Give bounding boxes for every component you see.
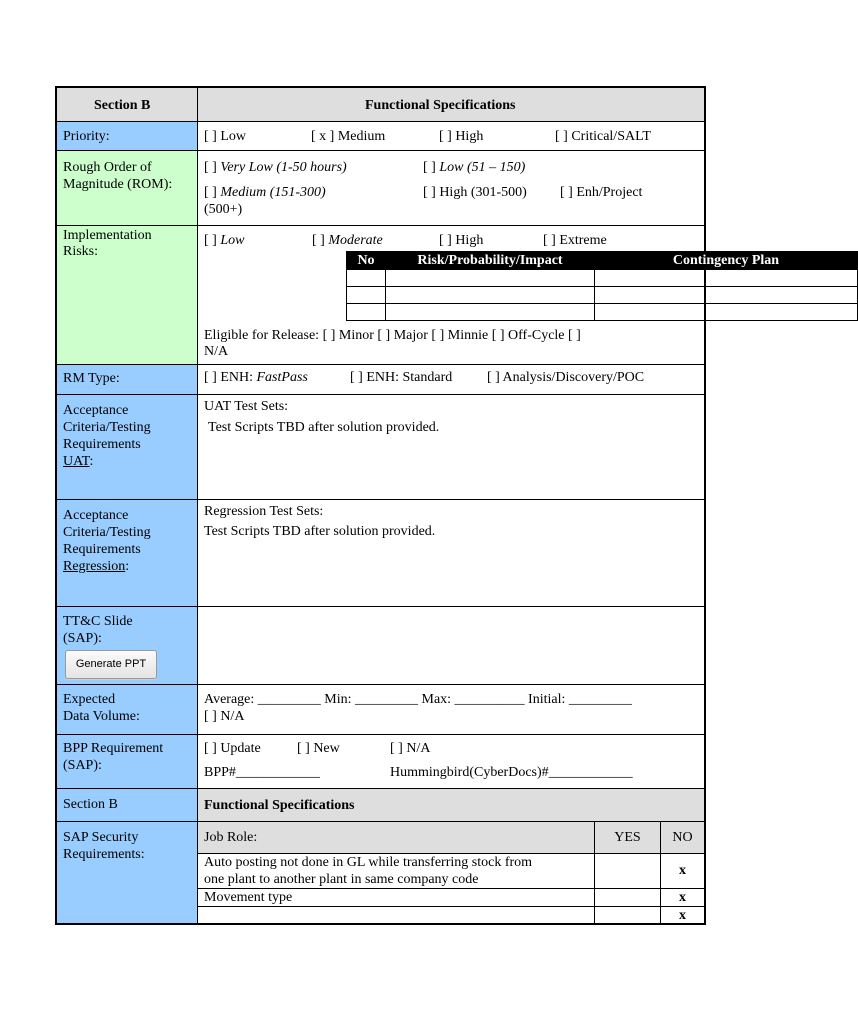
header-title-cell <box>198 88 704 121</box>
ttc-label-line1: TT&C Slide <box>63 614 133 629</box>
priority-label: Priority: <box>63 129 110 144</box>
rm-type-analysis-option[interactable]: [ ] Analysis/Discovery/POC <box>487 370 645 385</box>
bpp-number-field[interactable]: BPP#____________ <box>204 765 320 780</box>
risk-low-box: [ ] <box>204 233 217 248</box>
bpp-update-option[interactable]: [ ] Update <box>204 741 261 756</box>
security-table-row <box>198 906 704 924</box>
uat-row <box>57 395 704 500</box>
section-b2-title-cell <box>198 789 704 821</box>
security-role-cell <box>198 906 595 924</box>
rom-very-low-text: Very Low (1-50 hours) <box>220 160 347 175</box>
regression-content <box>198 500 704 606</box>
risk-high-option[interactable]: [ ] High <box>439 233 484 248</box>
security-role-line2: one plant to another plant in same company code <box>204 871 479 887</box>
risk-cell[interactable] <box>386 270 595 287</box>
rom-low-box: [ ] <box>423 160 436 175</box>
risk-moderate-text: Moderate <box>328 233 383 248</box>
risk-cell[interactable] <box>347 270 386 287</box>
eligible-release-options[interactable]: Eligible for Release: [ ] Minor [ ] Major [ ] Minnie [ ] Off-Cycle [ ] <box>204 328 581 343</box>
ttc-label-line2: (SAP): <box>63 631 102 646</box>
risk-table-row <box>347 304 858 321</box>
security-role-line1: Auto posting not done in GL while transferring stock from <box>204 854 533 870</box>
regression-label-underlined: Regression <box>63 559 126 574</box>
risks-row <box>57 226 780 365</box>
rom-medium-box: [ ] <box>204 185 217 200</box>
hummingbird-field[interactable]: Hummingbird(CyberDocs)#____________ <box>390 765 633 780</box>
no-header: NO <box>661 822 705 853</box>
risks-label-line1: Implementation <box>63 228 152 243</box>
bpp-label-line1: BPP Requirement <box>63 741 164 756</box>
uat-label-line4 <box>63 453 93 470</box>
eligible-release-na: N/A <box>204 344 229 359</box>
header-title: Functional Specifications <box>365 98 516 113</box>
bpp-content <box>198 735 704 788</box>
uat-label-cell <box>57 395 198 499</box>
risk-cell[interactable] <box>595 287 858 304</box>
priority-low-option[interactable]: [ ] Low <box>204 129 246 144</box>
bpp-label-cell <box>57 735 198 788</box>
risk-table-row <box>347 287 858 304</box>
risk-moderate-option[interactable] <box>312 232 383 249</box>
rom-very-low-box: [ ] <box>204 160 217 175</box>
regression-label-line4 <box>63 558 129 575</box>
regression-row <box>57 500 704 607</box>
uat-label-suffix: : <box>89 454 94 469</box>
security-role-cell <box>198 853 595 888</box>
header-section: Section B <box>94 98 151 113</box>
header-section-cell <box>57 88 198 121</box>
security-label-line2: Requirements: <box>63 847 145 862</box>
rom-high-option[interactable]: [ ] High (301-500) <box>423 185 527 200</box>
header-row <box>57 88 704 122</box>
security-no-cell[interactable]: x <box>661 888 705 906</box>
volume-na-option[interactable]: [ ] N/A <box>204 709 245 724</box>
regression-label-line3: Requirements <box>63 542 141 557</box>
rm-type-fastpass-text: FastPass <box>256 370 308 385</box>
regression-test-sets: Regression Test Sets: <box>204 504 324 519</box>
volume-label-line1: Expected <box>63 692 116 707</box>
rom-enh-option[interactable]: [ ] Enh/Project <box>560 185 643 200</box>
security-label-cell <box>57 822 198 923</box>
volume-row <box>57 685 704 735</box>
regression-test-scripts: Test Scripts TBD after solution provided. <box>204 524 436 539</box>
section-b2-label: Section B <box>63 797 118 812</box>
rm-type-fastpass-option[interactable] <box>204 369 308 386</box>
uat-content <box>198 395 704 499</box>
rom-medium-text: Medium (151-300) <box>220 185 326 200</box>
risks-content <box>198 226 780 364</box>
risk-col-risk: Risk/Probability/Impact <box>386 252 595 270</box>
volume-label-cell <box>57 685 198 734</box>
regression-label-suffix: : <box>125 559 130 574</box>
risk-cell[interactable] <box>595 270 858 287</box>
security-yes-cell[interactable] <box>595 853 661 888</box>
rm-type-label-cell <box>57 365 198 394</box>
priority-options <box>198 122 704 150</box>
security-yes-cell[interactable] <box>595 888 661 906</box>
security-no-cell[interactable]: x <box>661 853 705 888</box>
risk-cell[interactable] <box>386 287 595 304</box>
risk-low-text: Low <box>220 233 245 248</box>
ttc-label-cell <box>57 607 198 684</box>
risks-label-line2: Risks: <box>63 244 99 259</box>
security-role-cell: Movement type <box>198 888 595 906</box>
rom-label-cell <box>57 151 198 225</box>
rom-very-low-option[interactable] <box>204 159 347 176</box>
uat-label-line1: Acceptance <box>63 403 129 418</box>
ttc-content <box>198 607 704 684</box>
security-row <box>57 822 704 923</box>
risk-cell[interactable] <box>386 304 595 321</box>
rom-label-line2: Magnitude (ROM): <box>63 177 173 192</box>
rom-medium-option[interactable] <box>204 184 326 201</box>
security-yes-cell[interactable] <box>595 906 661 924</box>
rm-type-label: RM Type: <box>63 371 120 386</box>
regression-label-line2: Criteria/Testing <box>63 525 151 540</box>
regression-label-line1: Acceptance <box>63 508 129 523</box>
rm-type-options <box>198 365 704 394</box>
risk-table-header <box>347 252 858 270</box>
security-no-cell[interactable]: x <box>661 906 705 924</box>
bpp-na-option[interactable]: [ ] N/A <box>390 741 431 756</box>
risk-cell[interactable] <box>347 304 386 321</box>
security-table-row <box>198 853 704 888</box>
rm-type-row <box>57 365 704 395</box>
bpp-row <box>57 735 704 789</box>
risk-table <box>346 251 858 321</box>
security-table-row <box>198 888 704 906</box>
priority-critical-option[interactable]: [ ] Critical/SALT <box>555 129 651 144</box>
bpp-new-option[interactable]: [ ] New <box>297 741 340 756</box>
risk-col-no: No <box>347 252 386 270</box>
uat-label-underlined: UAT <box>63 454 90 469</box>
security-label-line1: SAP Security <box>63 830 139 845</box>
priority-high-option[interactable]: [ ] High <box>439 129 484 144</box>
yes-header: YES <box>595 822 661 853</box>
security-table-header <box>198 822 704 853</box>
rom-low-option[interactable] <box>423 159 525 176</box>
uat-label-line2: Criteria/Testing <box>63 420 151 435</box>
security-table <box>198 822 704 925</box>
risk-low-option[interactable] <box>204 232 244 249</box>
risks-label-cell <box>57 226 198 364</box>
security-content <box>198 822 704 923</box>
priority-medium-option[interactable]: [ x ] Medium <box>311 129 386 144</box>
rom-enh-continuation: (500+) <box>204 202 243 217</box>
section-b2-title: Functional Specifications <box>204 798 355 813</box>
section-b2-row <box>57 789 704 822</box>
rm-type-standard-option[interactable]: [ ] ENH: Standard <box>350 370 453 385</box>
risk-extreme-option[interactable]: [ ] Extreme <box>543 233 607 248</box>
priority-row <box>57 122 704 151</box>
uat-label-line3: Requirements <box>63 437 141 452</box>
risk-cell[interactable] <box>595 304 858 321</box>
rm-type-fastpass-prefix: [ ] ENH: <box>204 370 253 385</box>
regression-label-cell <box>57 500 198 606</box>
priority-label-cell <box>57 122 198 150</box>
risk-moderate-box: [ ] <box>312 233 325 248</box>
volume-content <box>198 685 704 734</box>
uat-test-scripts: Test Scripts TBD after solution provided. <box>208 420 440 435</box>
rom-low-text: Low (51 – 150) <box>439 160 526 175</box>
rom-options <box>198 151 704 225</box>
volume-label-line2: Data Volume: <box>63 709 140 724</box>
rom-label-line1: Rough Order of <box>63 160 152 175</box>
rom-row <box>57 151 704 226</box>
volume-fields[interactable]: Average: _________ Min: _________ Max: __________ Initial: _________ <box>204 692 632 707</box>
uat-test-sets: UAT Test Sets: <box>204 399 289 414</box>
job-role-header: Job Role: <box>198 822 595 853</box>
risk-table-row <box>347 270 858 287</box>
section-b2-label-cell <box>57 789 198 821</box>
risk-cell[interactable] <box>347 287 386 304</box>
risk-col-contingency: Contingency Plan <box>595 252 858 270</box>
ttc-row <box>57 607 704 685</box>
generate-ppt-button[interactable]: Generate PPT <box>65 650 157 679</box>
bpp-label-line2: (SAP): <box>63 758 102 773</box>
